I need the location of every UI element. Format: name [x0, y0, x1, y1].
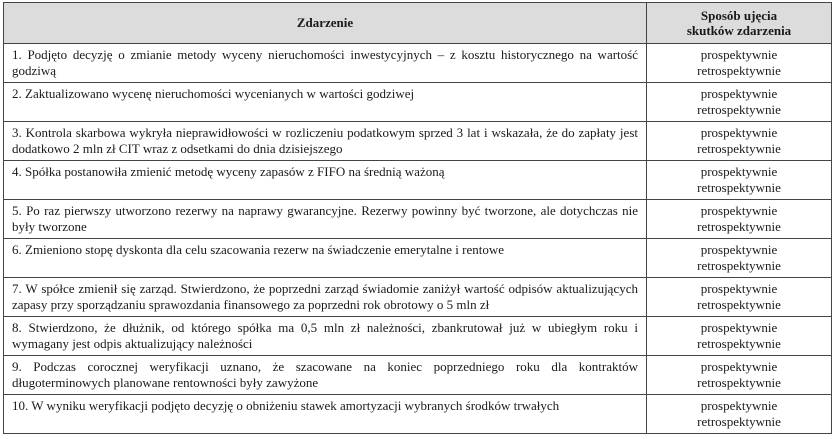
method-cell-3 — [647, 122, 832, 161]
event-text-1: 1. Podjęto decyzję o zmianie metody wyceny nieruchomości inwestycyjnych – z kosztu historycznego na wartość godziwą — [4, 44, 647, 83]
events-table — [3, 2, 832, 434]
option-prospective-8[interactable]: prospektywnie — [700, 320, 778, 335]
header-method-line1: Sposób ujęcia — [700, 7, 778, 23]
table-row — [4, 278, 832, 317]
table-row — [4, 395, 832, 434]
table-row — [4, 83, 832, 122]
option-retrospective-10[interactable]: retrospektywnie — [697, 413, 781, 429]
header-method — [647, 3, 832, 44]
option-retrospective-6[interactable]: retrospektywnie — [697, 257, 781, 273]
option-prospective-7[interactable]: prospektywnie — [700, 281, 778, 296]
method-cell-5 — [647, 200, 832, 239]
option-retrospective-2[interactable]: retrospektywnie — [697, 101, 781, 117]
option-prospective-10[interactable]: prospektywnie — [700, 398, 778, 413]
table-row — [4, 161, 832, 200]
option-prospective-5[interactable]: prospektywnie — [700, 203, 778, 218]
option-prospective-3[interactable]: prospektywnie — [700, 125, 778, 140]
header-method-line2: skutków zdarzenia — [686, 23, 792, 38]
event-text-6: 6. Zmieniono stopę dyskonta dla celu szacowania rezerw na świadczenie emerytalne i rentowe — [4, 239, 647, 278]
event-text-3: 3. Kontrola skarbowa wykryła nieprawidłowości w rozliczeniu podatkowym sprzed 3 lat i wskazała, że do zapłaty jest dodatkowo 2 mln zł CIT wraz z odsetkami do dnia dzisiejszego — [4, 122, 647, 161]
event-text-9: 9. Podczas corocznej weryfikacji uznano, że szacowane na koniec poprzedniego roku dla kontraktów długoterminowych planowane rentowności były zawyżone — [4, 356, 647, 395]
event-text-10: 10. W wyniku weryfikacji podjęto decyzję o obniżeniu stawek amortyzacji wybranych środków trwałych — [4, 395, 647, 434]
option-retrospective-9[interactable]: retrospektywnie — [697, 374, 781, 390]
event-text-8: 8. Stwierdzono, że dłużnik, od którego spółka ma 0,5 mln zł należności, zbankrutował już w ubiegłym roku i wymagany jest odpis aktualizujący należności — [4, 317, 647, 356]
method-cell-1 — [647, 44, 832, 83]
option-prospective-2[interactable]: prospektywnie — [700, 86, 778, 101]
method-cell-9 — [647, 356, 832, 395]
option-prospective-9[interactable]: prospektywnie — [700, 359, 778, 374]
option-prospective-1[interactable]: prospektywnie — [700, 47, 778, 62]
event-text-5: 5. Po raz pierwszy utworzono rezerwy na naprawy gwarancyjne. Rezerwy powinny być tworzone, ale dotychczas nie były tworzone — [4, 200, 647, 239]
option-retrospective-1[interactable]: retrospektywnie — [697, 62, 781, 78]
table-row — [4, 356, 832, 395]
events-table-container — [3, 2, 831, 434]
method-cell-10 — [647, 395, 832, 434]
option-prospective-4[interactable]: prospektywnie — [700, 164, 778, 179]
option-retrospective-5[interactable]: retrospektywnie — [697, 218, 781, 234]
method-cell-7 — [647, 278, 832, 317]
table-row — [4, 44, 832, 83]
table-row — [4, 239, 832, 278]
method-cell-6 — [647, 239, 832, 278]
method-cell-4 — [647, 161, 832, 200]
table-header-row — [4, 3, 832, 44]
event-text-2: 2. Zaktualizowano wycenę nieruchomości wycenianych w wartości godziwej — [4, 83, 647, 122]
method-cell-8 — [647, 317, 832, 356]
option-prospective-6[interactable]: prospektywnie — [700, 242, 778, 257]
option-retrospective-8[interactable]: retrospektywnie — [697, 335, 781, 351]
event-text-4: 4. Spółka postanowiła zmienić metodę wyceny zapasów z FIFO na średnią ważoną — [4, 161, 647, 200]
event-text-7: 7. W spółce zmienił się zarząd. Stwierdzono, że poprzedni zarząd świadomie zaniżył wartość odpisów aktualizujących zapasy przy sporządzaniu sprawozdania finansowego za poprzedni rok obrotowy o 5 mln zł — [4, 278, 647, 317]
option-retrospective-3[interactable]: retrospektywnie — [697, 140, 781, 156]
option-retrospective-4[interactable]: retrospektywnie — [697, 179, 781, 195]
table-row — [4, 317, 832, 356]
header-event: Zdarzenie — [4, 3, 647, 44]
option-retrospective-7[interactable]: retrospektywnie — [697, 296, 781, 312]
table-row — [4, 200, 832, 239]
table-row — [4, 122, 832, 161]
method-cell-2 — [647, 83, 832, 122]
